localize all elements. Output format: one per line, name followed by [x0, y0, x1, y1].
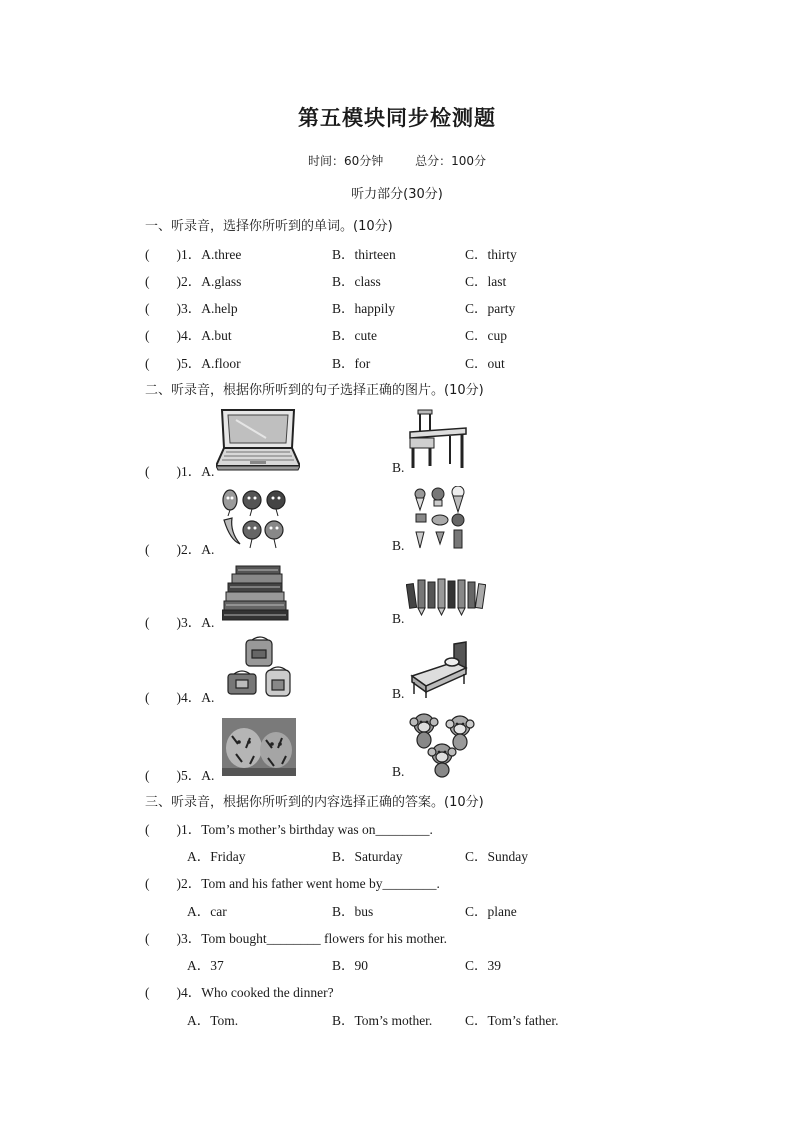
- total-score: 总分：100分: [415, 154, 486, 168]
- s2-q2-b: B.: [392, 538, 405, 553]
- section3-heading: 三、听录音，根据你所听到的内容选择正确的答案。(10分): [145, 795, 484, 810]
- listening-subtitle: 听力部分(30分): [351, 187, 443, 202]
- s3-q2-question: ( )2．Tom and his father went home by________.: [145, 876, 440, 891]
- s3-q4-b: B．Tom’s mother.: [332, 1013, 433, 1028]
- s1-q3-b: B．happily: [332, 301, 395, 316]
- s3-q2-a: A．car: [187, 904, 227, 919]
- exam-meta: [0, 152, 794, 169]
- s1-q4-b: B．cute: [332, 328, 377, 343]
- s3-q2-c: C．plane: [465, 904, 517, 919]
- bags-icon: [224, 636, 296, 700]
- s3-q1-a: A．Friday: [187, 849, 246, 864]
- ice-creams-icon: [410, 486, 472, 552]
- s1-q2-c: C．last: [465, 274, 507, 289]
- page-title: 第五模块同步检测题: [298, 106, 496, 130]
- s1-q4-a: ( )4．A.but: [145, 328, 232, 343]
- s2-q4-b: B.: [392, 686, 405, 701]
- bed-icon: [410, 640, 470, 700]
- s1-q5-b: B．for: [332, 356, 371, 371]
- s3-q3-a: A．37: [187, 958, 224, 973]
- s3-q4-a: A．Tom.: [187, 1013, 239, 1028]
- s3-q3-c: C．39: [465, 958, 502, 973]
- s2-q1-label: ( )1．A.: [145, 464, 215, 479]
- tigers-icon: [222, 718, 296, 776]
- s3-q1-c: C．Sunday: [465, 849, 529, 864]
- monkeys-icon: [408, 710, 478, 778]
- s2-q2-label: ( )2．A.: [145, 542, 215, 557]
- s1-q4-c: C．cup: [465, 328, 507, 343]
- s2-q3-label: ( )3．A.: [145, 615, 215, 630]
- s1-q2-b: B．class: [332, 274, 381, 289]
- laptop-icon: [216, 408, 300, 472]
- s3-q4-question: ( )4．Who cooked the dinner?: [145, 985, 334, 1000]
- s3-q4-c: C．Tom’s father.: [465, 1013, 559, 1028]
- fruits-icon: [220, 486, 288, 552]
- section1-heading: 一、听录音，选择你所听到的单词。(10分): [145, 219, 393, 234]
- s1-q3-c: C．party: [465, 301, 516, 316]
- s2-q5-b: B.: [392, 764, 405, 779]
- s1-q5-c: C．out: [465, 356, 505, 371]
- s3-q1-question: ( )1．Tom’s mother’s birthday was on________.: [145, 822, 433, 837]
- section2-heading: 二、听录音，根据你所听到的句子选择正确的图片。(10分): [145, 383, 484, 398]
- s2-q4-label: ( )4．A.: [145, 690, 215, 705]
- s3-q2-b: B．bus: [332, 904, 374, 919]
- crayons-icon: [406, 576, 486, 616]
- books-icon: [222, 564, 290, 622]
- s3-q3-b: B．90: [332, 958, 369, 973]
- s1-q5-a: ( )5．A.floor: [145, 356, 241, 371]
- s1-q1-c: C．thirty: [465, 247, 517, 262]
- s3-q1-b: B．Saturday: [332, 849, 403, 864]
- s3-q3-question: ( )3．Tom bought________ flowers for his mother.: [145, 931, 448, 946]
- s2-q3-b: B.: [392, 611, 405, 626]
- s2-q5-label: ( )5．A.: [145, 768, 215, 783]
- s2-q1-b: B.: [392, 460, 405, 475]
- s1-q2-a: ( )2．A.glass: [145, 274, 242, 289]
- time-limit: 时间：60分钟: [307, 154, 384, 168]
- s1-q1-b: B．thirteen: [332, 247, 396, 262]
- desk-icon: [408, 408, 468, 470]
- s1-q3-a: ( )3．A.help: [145, 301, 238, 316]
- s1-q1-a: ( )1．A.three: [145, 247, 242, 262]
